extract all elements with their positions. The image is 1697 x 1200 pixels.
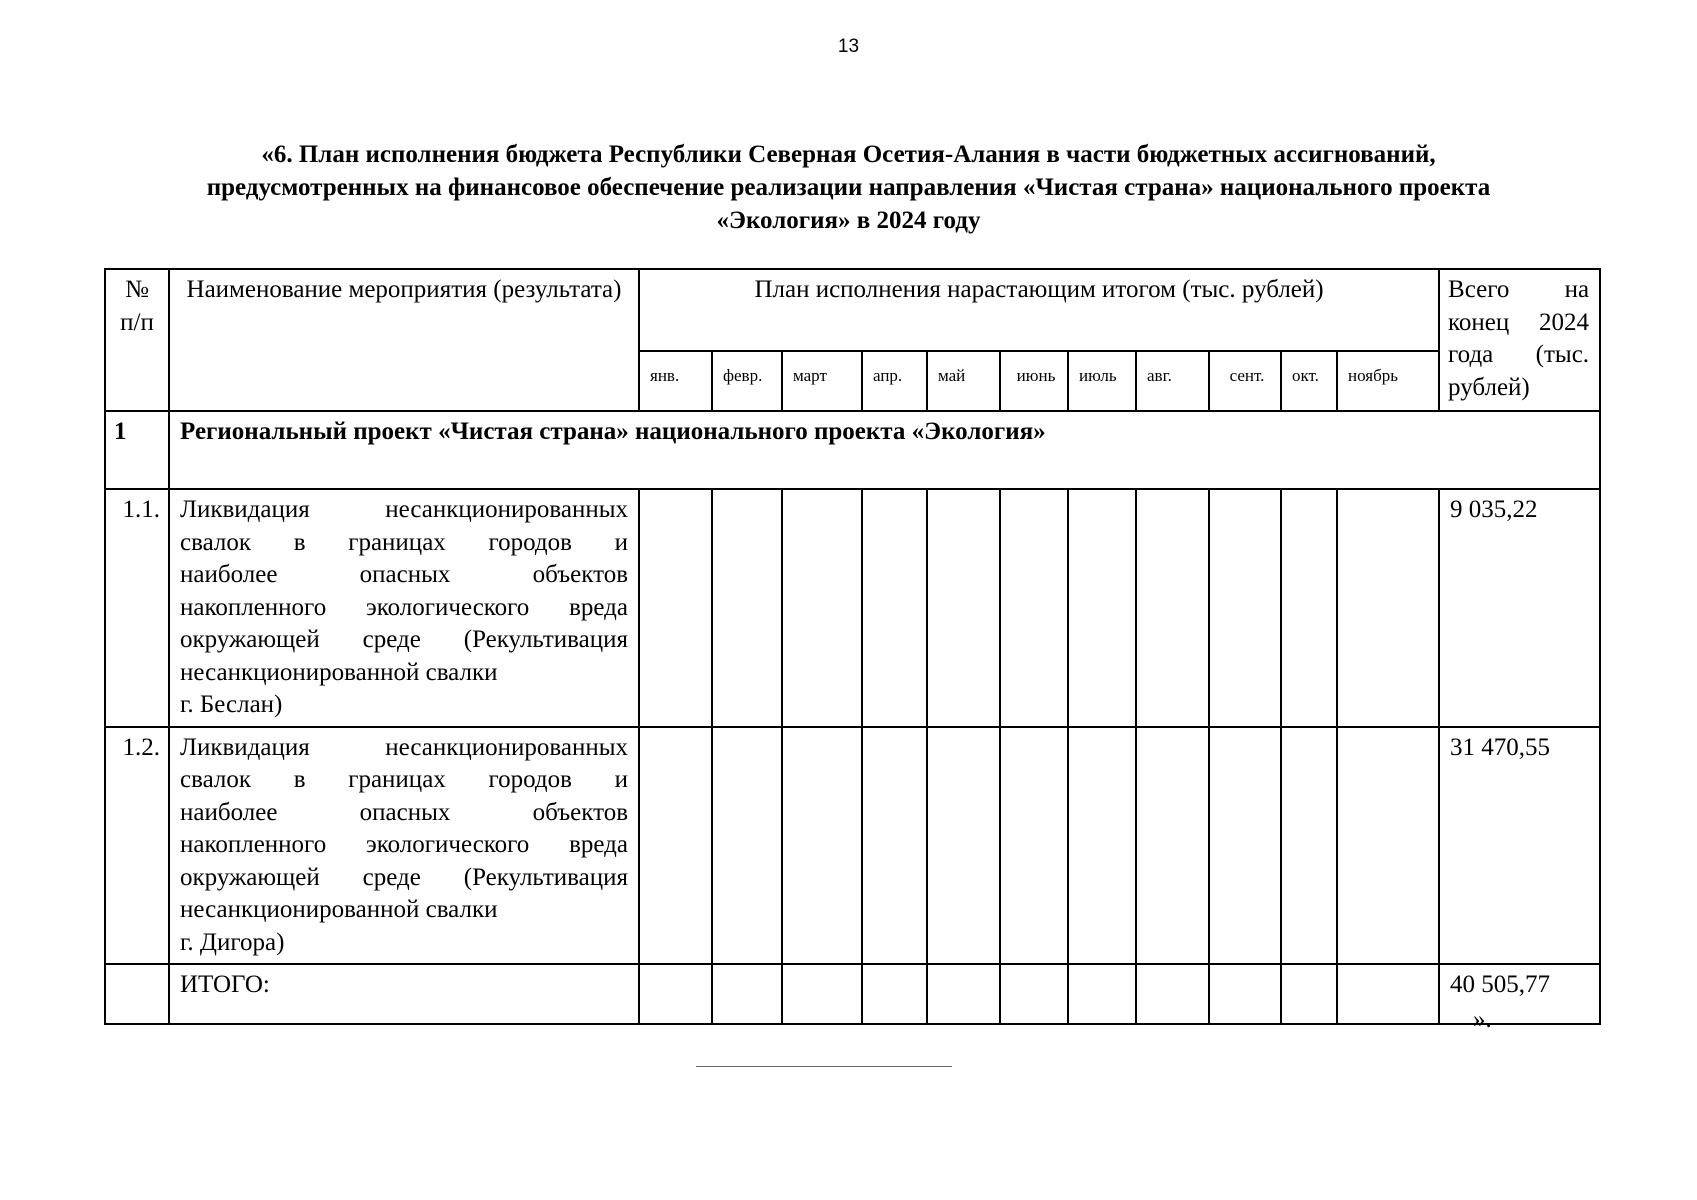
month-sep: сент. <box>1209 351 1281 411</box>
section-title: Региональный проект «Чистая страна» национального проекта «Экология» <box>169 411 1600 489</box>
section-row <box>105 411 1600 489</box>
title-line-1: «6. План исполнения бюджета Республики Северная Осетия-Алания в части бюджетных ассигнований, <box>261 141 1436 168</box>
month-cell <box>1337 727 1439 965</box>
closing-quote: ». <box>1473 1006 1492 1033</box>
title-line-2: предусмотренных на финансовое обеспечение реализации направления «Чистая страна» национального проекта <box>206 174 1491 201</box>
footer-divider <box>696 1066 952 1067</box>
month-cell <box>1209 489 1281 727</box>
month-jan: янв. <box>639 351 712 411</box>
month-cell <box>927 964 1000 1024</box>
month-nov: ноябрь <box>1337 351 1439 411</box>
month-cell <box>1281 489 1337 727</box>
month-cell <box>1000 489 1068 727</box>
month-cell <box>1209 964 1281 1024</box>
month-cell <box>862 489 927 727</box>
title-line-3: «Экология» в 2024 году <box>716 207 981 234</box>
month-cell <box>1136 964 1209 1024</box>
month-jun: июнь <box>1000 351 1068 411</box>
month-cell <box>862 727 927 965</box>
row-name: Ликвидация несанкционированных свалок в границах городов и наиболее опасных объектов накопленного экологического вреда окружающей среде (Рекультивация несанкционированной свалки г. Беслан) <box>169 489 639 727</box>
month-cell <box>1136 727 1209 965</box>
month-feb: февр. <box>712 351 782 411</box>
month-cell <box>1068 489 1136 727</box>
month-cell <box>1281 727 1337 965</box>
itogo-label: ИТОГО: <box>169 964 639 1024</box>
month-apr: апр. <box>862 351 927 411</box>
month-cell <box>1281 964 1337 1024</box>
month-cell <box>1000 964 1068 1024</box>
month-cell <box>639 489 712 727</box>
header-plan: План исполнения нарастающим итогом (тыс. рублей) <box>639 269 1439 351</box>
row-num: 1.1. <box>105 489 169 727</box>
month-cell <box>639 727 712 965</box>
table-row <box>105 727 1600 965</box>
month-cell <box>782 489 862 727</box>
month-cell <box>782 964 862 1024</box>
month-mar: март <box>782 351 862 411</box>
header-total: Всего на конец 2024 года (тыс. рублей) <box>1439 269 1600 411</box>
table-row <box>105 489 1600 727</box>
month-cell <box>927 727 1000 965</box>
row-name: Ликвидация несанкционированных свалок в границах городов и наиболее опасных объектов накопленного экологического вреда окружающей среде (Рекультивация несанкционированной свалки г. Дигора) <box>169 727 639 965</box>
document-title <box>110 138 1587 237</box>
month-oct: окт. <box>1281 351 1337 411</box>
month-cell <box>1000 727 1068 965</box>
month-cell <box>712 964 782 1024</box>
row-total: 31 470,55 <box>1439 727 1600 965</box>
month-jul: июль <box>1068 351 1136 411</box>
header-row <box>105 269 1600 351</box>
month-cell <box>1068 964 1136 1024</box>
month-cell <box>1337 964 1439 1024</box>
month-cell <box>862 964 927 1024</box>
month-aug: авг. <box>1136 351 1209 411</box>
month-cell <box>1136 489 1209 727</box>
itogo-num-cell <box>105 964 169 1024</box>
month-cell <box>927 489 1000 727</box>
row-total: 9 035,22 <box>1439 489 1600 727</box>
month-cell <box>1209 727 1281 965</box>
month-cell <box>782 727 862 965</box>
page-number: 13 <box>837 36 860 57</box>
row-num: 1.2. <box>105 727 169 965</box>
month-cell <box>1068 727 1136 965</box>
budget-plan-table <box>104 268 1601 1025</box>
itogo-total: 40 505,77 <box>1439 964 1600 1024</box>
header-name: Наименование мероприятия (результата) <box>169 269 639 411</box>
month-cell <box>639 964 712 1024</box>
month-may: май <box>927 351 1000 411</box>
month-cell <box>712 489 782 727</box>
month-cell <box>712 727 782 965</box>
section-num: 1 <box>105 411 169 489</box>
itogo-row <box>105 964 1600 1024</box>
header-num: № п/п <box>105 269 169 411</box>
month-cell <box>1337 489 1439 727</box>
